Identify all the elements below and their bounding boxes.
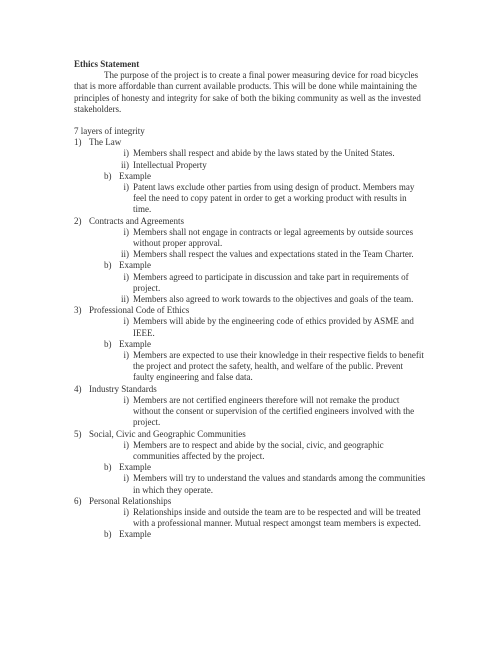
list-item	[89, 507, 426, 529]
section-number: 4)	[74, 383, 82, 394]
list-item	[89, 249, 426, 260]
subsection-letter: b)	[104, 170, 112, 181]
subsection-label: Example	[119, 529, 151, 540]
subsection-heading	[89, 260, 426, 271]
subsection-heading	[89, 462, 426, 473]
section	[74, 305, 426, 383]
list-item-text: Members will abide by the engineering code of ethics provided by ASME and IEEE.	[133, 316, 414, 338]
list-item-number: i)	[123, 316, 129, 327]
list-item	[89, 395, 426, 429]
list-item	[89, 440, 426, 462]
list-item-text: Members are expected to use their knowledge in their respective fields to benefit the project and protect the safety, health, and welfare of the public. Prevent faulty engineering and false data.	[133, 350, 424, 383]
subsection-letter: b)	[104, 260, 112, 271]
list-item	[89, 160, 426, 171]
list-item-text: Members also agreed to work towards to the objectives and goals of the team.	[133, 294, 414, 305]
list-item-number: ii)	[121, 294, 129, 305]
subsection-heading	[89, 339, 426, 350]
list-item	[89, 473, 426, 495]
subsection-letter: b)	[104, 338, 112, 349]
list-item-number: ii)	[121, 159, 129, 170]
subsection-letter: b)	[104, 529, 112, 540]
intro-paragraph: The purpose of the project is to create a final power measuring device for road bicycles that is more affordable than current available products. This will be done while maintaining the principles of honesty and integrity for sake of both the biking community as well as the invested stakeholders.	[74, 70, 421, 114]
list-item-text: Relationships inside and outside the team are to be respected and will be treated with a professional manner. Mutual respect amongst team members is expected.	[133, 506, 421, 529]
section-title: Contracts and Agreements	[89, 215, 184, 226]
list-item	[89, 316, 426, 338]
list-item-text: Intellectual Property	[133, 159, 207, 170]
list-item	[89, 350, 426, 384]
list-item-text: Members are not certified engineers therefore will not remake the product without the consent or supervision of the certified engineers involved with the project.	[133, 394, 415, 428]
section	[74, 429, 426, 496]
document-heading: Ethics Statement	[74, 59, 140, 69]
section-title: Social, Civic and Geographic Communities	[89, 428, 246, 439]
section-number: 1)	[74, 137, 82, 148]
list-item-number: i)	[123, 439, 129, 450]
section	[74, 496, 426, 541]
list-item-number: i)	[123, 226, 129, 237]
list-item-number: i)	[123, 182, 129, 193]
list-item	[89, 272, 426, 294]
subsection-label: Example	[119, 170, 151, 181]
list-item-number: i)	[123, 473, 129, 484]
list-item-text: Members shall respect the values and expectations stated in the Team Charter.	[133, 249, 414, 260]
list-item-text: Members shall not engage in contracts or legal agreements by outside sources without proper approval.	[133, 226, 414, 249]
section-number: 3)	[74, 305, 82, 316]
subsection-heading	[89, 529, 426, 540]
section	[74, 384, 426, 429]
subsection-label: Example	[119, 338, 151, 349]
list-item-number: ii)	[121, 249, 129, 260]
document-body	[74, 59, 426, 541]
list-item	[89, 227, 426, 249]
list-item-number: i)	[123, 506, 129, 517]
list-item	[89, 182, 426, 216]
subsection-label: Example	[119, 260, 151, 271]
list-item-text: Members shall respect and abide by the laws stated by the United States.	[133, 148, 395, 159]
subsection-letter: b)	[104, 462, 112, 473]
section-title: Personal Relationships	[89, 495, 172, 506]
list-item-text: Members will try to understand the values and standards among the communities in which they operate.	[133, 473, 426, 495]
section-title: Professional Code of Ethics	[89, 305, 190, 316]
section-title: Industry Standards	[89, 383, 157, 394]
section	[74, 216, 426, 306]
list-item-text: Patent laws exclude other parties from using design of product. Members may feel the need to copy patent in order to get a working product with results in time.	[133, 182, 415, 215]
section-number: 6)	[74, 495, 82, 506]
section	[74, 137, 426, 215]
integrity-layers-list	[74, 137, 426, 540]
list-item	[89, 148, 426, 159]
list-item	[89, 294, 426, 305]
subsection-label: Example	[119, 462, 151, 473]
list-item-number: i)	[123, 394, 129, 405]
section-number: 2)	[74, 215, 82, 226]
section-title: The Law	[89, 137, 122, 148]
list-item-number: i)	[123, 350, 129, 361]
list-item-text: Members are to respect and abide by the social, civic, and geographic communities affected by the project.	[133, 439, 384, 461]
list-item-text: Members agreed to participate in discussion and take part in requirements of project.	[133, 271, 409, 293]
list-item-number: i)	[123, 148, 129, 159]
list-item-number: i)	[123, 271, 129, 282]
section-number: 5)	[74, 428, 82, 439]
subsection-heading	[89, 171, 426, 182]
layers-title: 7 layers of integrity	[74, 126, 145, 137]
